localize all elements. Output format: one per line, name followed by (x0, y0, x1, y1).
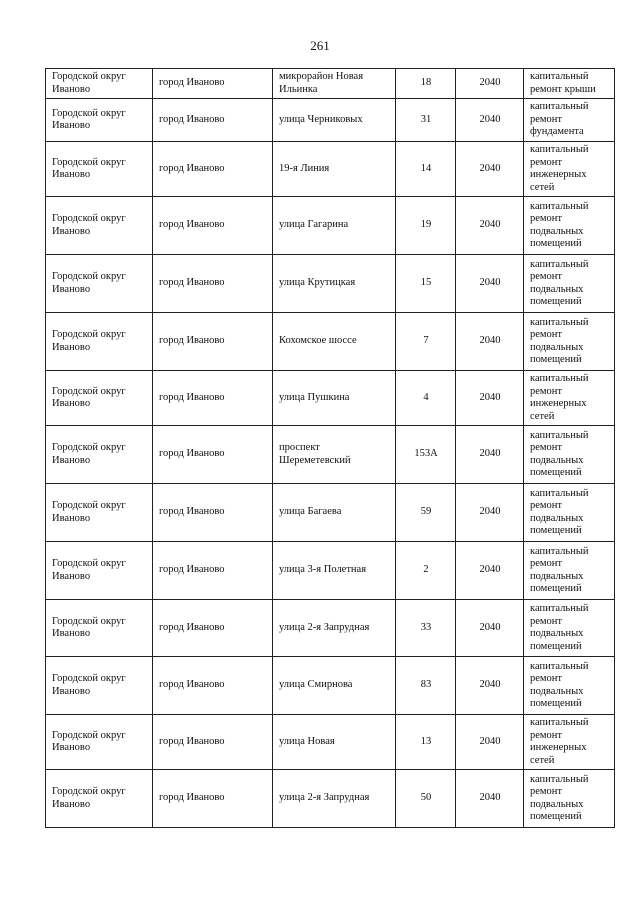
cell-street: улица Крутицкая (273, 255, 396, 313)
cell-year: 2040 (456, 69, 524, 99)
cell-work: капитальный ремонт подвальных помещений (524, 255, 615, 313)
cell-house: 83 (396, 657, 456, 715)
cell-street: улица Черниковых (273, 99, 396, 142)
cell-year: 2040 (456, 371, 524, 426)
table-row (46, 770, 615, 828)
cell-okrug: Городской округ Иваново (46, 600, 153, 657)
cell-street: улица Пушкина (273, 371, 396, 426)
cell-house: 14 (396, 142, 456, 197)
cell-okrug: Городской округ Иваново (46, 426, 153, 484)
page-number: 261 (310, 38, 330, 53)
cell-okrug: Городской округ Иваново (46, 484, 153, 542)
cell-work: капитальный ремонт подвальных помещений (524, 426, 615, 484)
cell-street: улица 3-я Полетная (273, 542, 396, 600)
cell-year: 2040 (456, 426, 524, 484)
table-row (46, 69, 615, 99)
cell-work: капитальный ремонт инженерных сетей (524, 142, 615, 197)
cell-year: 2040 (456, 255, 524, 313)
cell-city: город Иваново (153, 657, 273, 715)
cell-year: 2040 (456, 484, 524, 542)
table-row (46, 484, 615, 542)
cell-house: 31 (396, 99, 456, 142)
cell-year: 2040 (456, 542, 524, 600)
cell-street: Кохомское шоссе (273, 313, 396, 371)
cell-street: улица Смирнова (273, 657, 396, 715)
cell-year: 2040 (456, 657, 524, 715)
cell-work: капитальный ремонт подвальных помещений (524, 600, 615, 657)
cell-year: 2040 (456, 770, 524, 828)
cell-okrug: Городской округ Иваново (46, 69, 153, 99)
cell-year: 2040 (456, 715, 524, 770)
cell-street: улица Багаева (273, 484, 396, 542)
cell-city: город Иваново (153, 255, 273, 313)
cell-house: 13 (396, 715, 456, 770)
cell-house: 50 (396, 770, 456, 828)
cell-okrug: Городской округ Иваново (46, 142, 153, 197)
cell-city: город Иваново (153, 715, 273, 770)
cell-city: город Иваново (153, 542, 273, 600)
table-row (46, 197, 615, 255)
cell-city: город Иваново (153, 426, 273, 484)
cell-work: капитальный ремонт подвальных помещений (524, 542, 615, 600)
table-row (46, 715, 615, 770)
table-row (46, 371, 615, 426)
cell-okrug: Городской округ Иваново (46, 99, 153, 142)
cell-street: улица Гагарина (273, 197, 396, 255)
cell-okrug: Городской округ Иваново (46, 715, 153, 770)
table-row (46, 657, 615, 715)
cell-okrug: Городской округ Иваново (46, 770, 153, 828)
cell-street: улица 2-я Запрудная (273, 770, 396, 828)
cell-city: город Иваново (153, 600, 273, 657)
cell-city: город Иваново (153, 197, 273, 255)
cell-year: 2040 (456, 313, 524, 371)
cell-house: 19 (396, 197, 456, 255)
cell-street: улица Новая (273, 715, 396, 770)
cell-work: капитальный ремонт фундамента (524, 99, 615, 142)
cell-house: 18 (396, 69, 456, 99)
cell-house: 15 (396, 255, 456, 313)
cell-year: 2040 (456, 600, 524, 657)
table-row (46, 426, 615, 484)
cell-house: 59 (396, 484, 456, 542)
cell-year: 2040 (456, 99, 524, 142)
cell-okrug: Городской округ Иваново (46, 197, 153, 255)
cell-year: 2040 (456, 142, 524, 197)
cell-street: улица 2-я Запрудная (273, 600, 396, 657)
table-row (46, 313, 615, 371)
cell-work: капитальный ремонт подвальных помещений (524, 657, 615, 715)
cell-work: капитальный ремонт подвальных помещений (524, 197, 615, 255)
cell-work: капитальный ремонт инженерных сетей (524, 371, 615, 426)
cell-work: капитальный ремонт подвальных помещений (524, 313, 615, 371)
table-row (46, 142, 615, 197)
cell-city: город Иваново (153, 770, 273, 828)
cell-city: город Иваново (153, 99, 273, 142)
cell-city: город Иваново (153, 371, 273, 426)
cell-city: город Иваново (153, 313, 273, 371)
cell-work: капитальный ремонт крыши (524, 69, 615, 99)
cell-year: 2040 (456, 197, 524, 255)
cell-okrug: Городской округ Иваново (46, 542, 153, 600)
cell-work: капитальный ремонт инженерных сетей (524, 715, 615, 770)
cell-okrug: Городской округ Иваново (46, 313, 153, 371)
cell-city: город Иваново (153, 142, 273, 197)
cell-house: 153А (396, 426, 456, 484)
cell-work: капитальный ремонт подвальных помещений (524, 484, 615, 542)
cell-house: 4 (396, 371, 456, 426)
cell-okrug: Городской округ Иваново (46, 255, 153, 313)
cell-house: 7 (396, 313, 456, 371)
table-row (46, 600, 615, 657)
cell-street: 19-я Линия (273, 142, 396, 197)
cell-work: капитальный ремонт подвальных помещений (524, 770, 615, 828)
cell-okrug: Городской округ Иваново (46, 657, 153, 715)
cell-street: микрорайон Новая Ильинка (273, 69, 396, 99)
cell-okrug: Городской округ Иваново (46, 371, 153, 426)
cell-city: город Иваново (153, 69, 273, 99)
table-row (46, 542, 615, 600)
table-body (46, 69, 615, 828)
cell-house: 33 (396, 600, 456, 657)
cell-street: проспект Шереметевский (273, 426, 396, 484)
table-row (46, 99, 615, 142)
cell-city: город Иваново (153, 484, 273, 542)
cell-house: 2 (396, 542, 456, 600)
repair-program-table (45, 68, 615, 828)
table-row (46, 255, 615, 313)
